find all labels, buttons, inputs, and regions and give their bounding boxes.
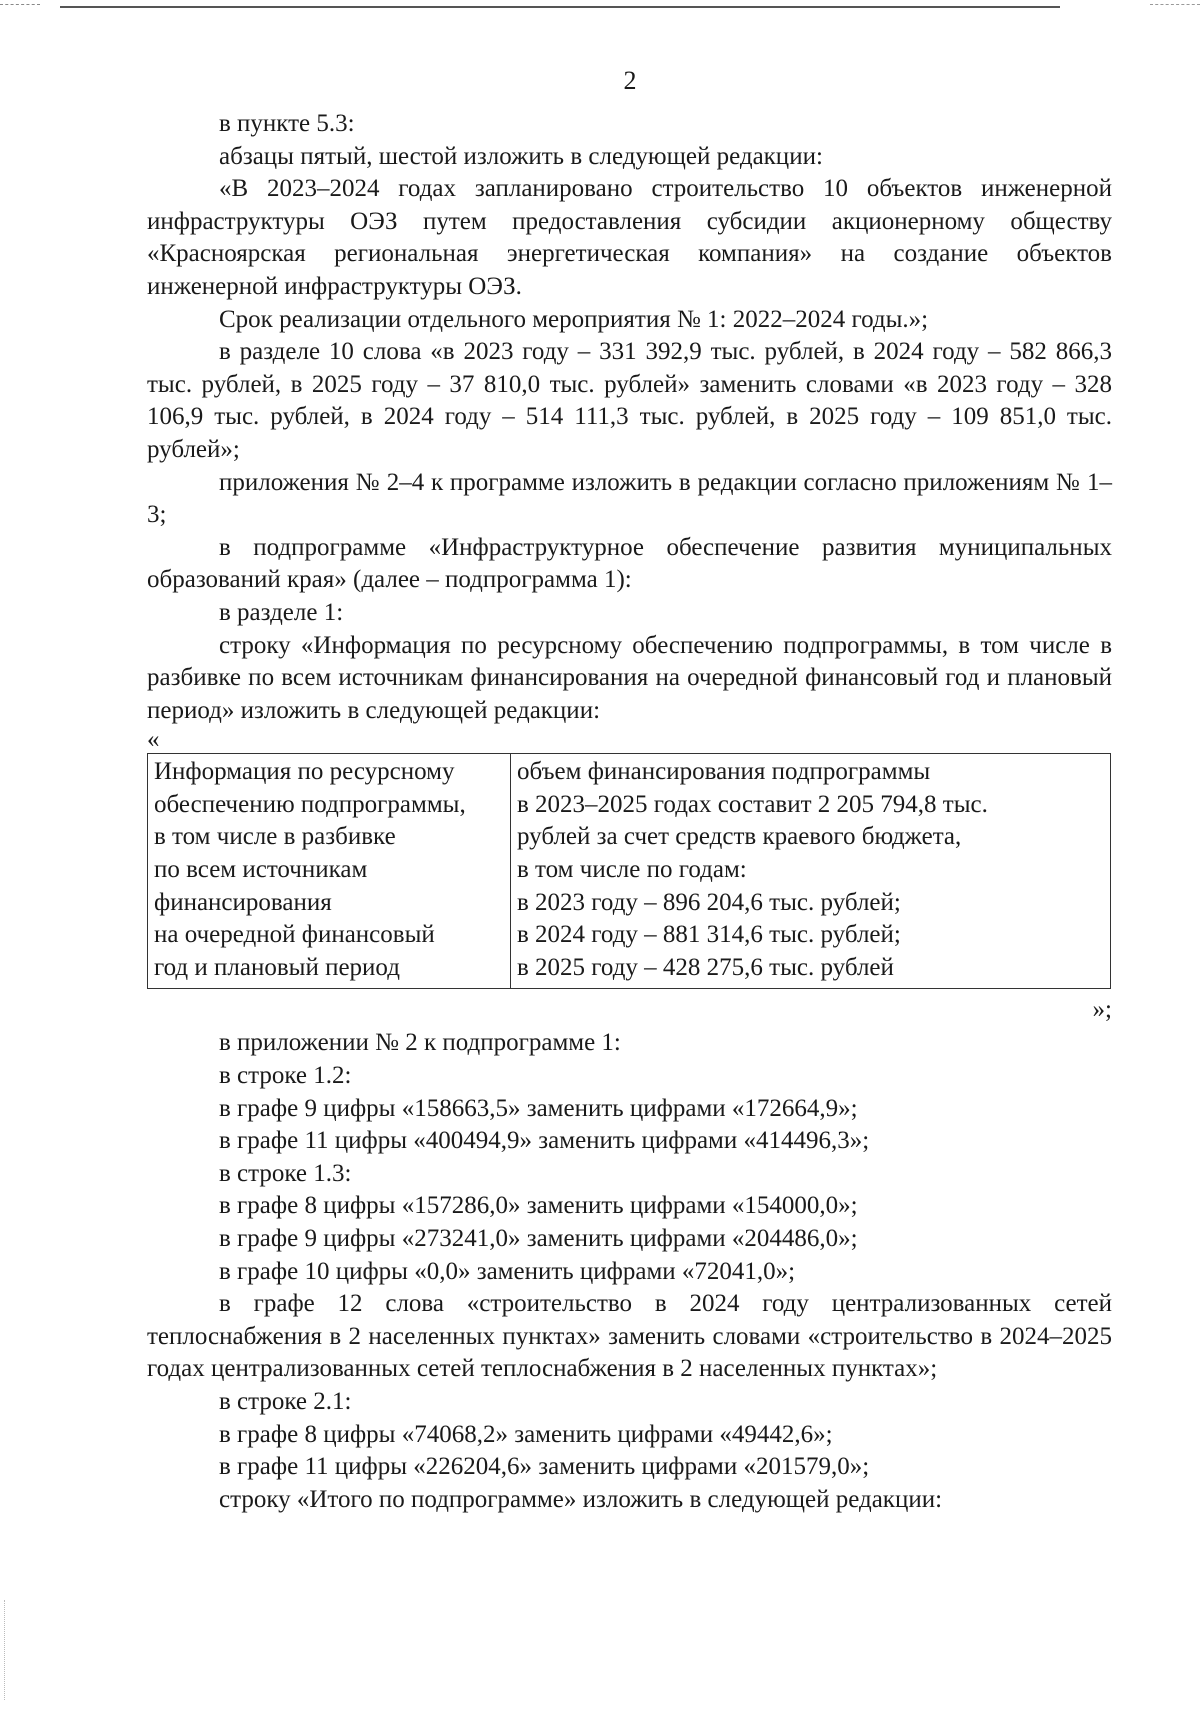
paragraph-row-2-1: в строке 2.1: [219,1387,352,1415]
table-row [148,754,1111,989]
value-line: в 2023–2025 годах составит 2 205 794,8 тыс. [517,790,988,818]
value-line: в 2025 году – 428 275,6 тыс. рублей [517,953,894,981]
scan-top-border [60,6,1060,8]
paragraph-col-11-row-1-2: в графе 11 цифры «400494,9» заменить цифрами «414496,3»; [219,1127,870,1155]
paragraph-col-12-row-1-3: в графе 12 слова «строительство в 2024 году централизованных сетей теплоснабжения в 2 населенных пунктах» заменить словами «строительство в 2024–2025 годах централизованных сетей теплоснабжения в 2 населенных пунктах»; [147,1290,1112,1383]
opening-quote: « [147,726,160,754]
closing-quote: »; [1092,996,1112,1024]
paragraph-deadline: Срок реализации отдельного мероприятия № 1: 2022–2024 годы.»; [219,305,929,333]
paragraph-subprogram: в подпрограмме «Инфраструктурное обеспечение развития муниципальных образований края» (далее – подпрограмма 1): [147,533,1112,594]
table-cell-value [511,754,1111,989]
paragraph-appendices: приложения № 2–4 к программе изложить в редакции согласно приложениям № 1–3; [147,468,1112,529]
paragraph-col-10-row-1-3: в графе 10 цифры «0,0» заменить цифрами «72041,0»; [219,1257,796,1285]
label-line: финансирования [154,888,332,916]
scan-edge-mark-bottom [4,1600,5,1700]
label-line: на очередной финансовый [154,921,435,949]
paragraph-col-11-row-2-1: в графе 11 цифры «226204,6» заменить цифрами «201579,0»; [219,1453,870,1481]
document-body [147,108,1112,1516]
label-line: год и плановый период [154,953,400,981]
paragraph-section-10: в разделе 10 слова «в 2023 году – 331 392,9 тыс. рублей, в 2024 году – 582 866,3 тыс. рублей, в 2025 году – 37 810,0 тыс. рублей» заменить словами «в 2023 году – 328 106,9 тыс. рублей, в 2024 году – 514 111,3 тыс. рублей, в 2025 году – 109 851,0 тыс. рублей»; [147,338,1112,463]
value-line: объем финансирования подпрограммы [517,758,931,786]
label-line: обеспечению подпрограммы, [154,790,466,818]
paragraph-section-1: в разделе 1: [219,598,344,626]
paragraph-row-1-2: в строке 1.2: [219,1062,352,1090]
resource-info-table [147,753,1111,989]
scan-edge-mark-left [0,4,40,5]
label-line: по всем источникам [154,856,368,884]
paragraph-total-row: строку «Итого по подпрограмме» изложить в следующей редакции: [219,1485,943,1513]
paragraph-col-8-row-1-3: в графе 8 цифры «157286,0» заменить цифрами «154000,0»; [219,1192,858,1220]
paragraph-col-9-row-1-2: в графе 9 цифры «158663,5» заменить цифрами «172664,9»; [219,1094,858,1122]
paragraph-appendix-2: в приложении № 2 к подпрограмме 1: [219,1029,621,1057]
value-line: в 2023 году – 896 204,6 тыс. рублей; [517,888,901,916]
value-line: в 2024 году – 881 314,6 тыс. рублей; [517,921,901,949]
paragraph-col-9-row-1-3: в графе 9 цифры «273241,0» заменить цифрами «204486,0»; [219,1225,858,1252]
page-number: 2 [623,66,637,95]
paragraph-row-1-3: в строке 1.3: [219,1159,352,1187]
label-line: Информация по ресурсному [154,758,455,786]
paragraph-abzacy: абзацы пятый, шестой изложить в следующей редакции: [219,142,823,170]
scan-edge-mark-right [1150,4,1200,5]
label-line: в том числе в разбивке [154,823,396,851]
paragraph-row-resource-info: строку «Информация по ресурсному обеспечению подпрограммы, в том числе в разбивке по всем источникам финансирования на очередной финансовый год и плановый период» изложить в следующей редакции: [147,631,1112,724]
value-line: рублей за счет средств краевого бюджета, [517,823,962,851]
paragraph-construction-plan: «В 2023–2024 годах запланировано строительство 10 объектов инженерной инфраструктуры ОЭЗ путем предоставления субсидии акционерному обществу «Красноярская региональная энергетическая компания» на создание объектов инженерной инфраструктуры ОЭЗ. [147,175,1112,300]
table-cell-label [148,754,511,989]
paragraph-punkt-5-3: в пункте 5.3: [219,110,355,137]
value-line: в том числе по годам: [517,856,747,884]
paragraph-col-8-row-2-1: в графе 8 цифры «74068,2» заменить цифрами «49442,6»; [219,1420,833,1448]
